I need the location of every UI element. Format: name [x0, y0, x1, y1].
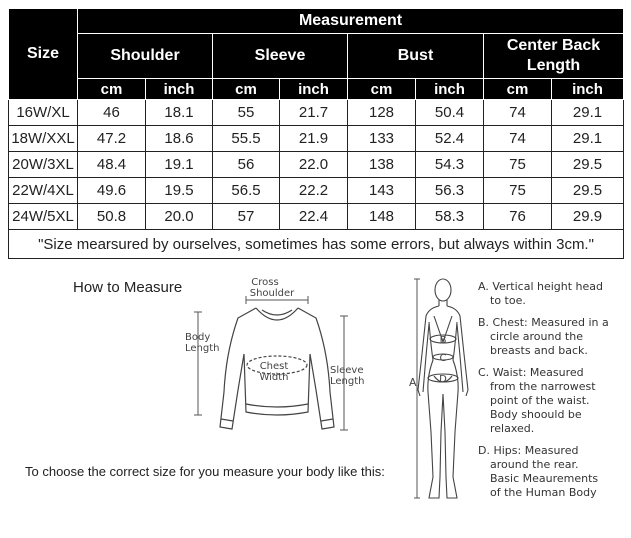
table-cell: 46	[78, 100, 146, 126]
chest-width-label-1: Chest	[259, 361, 289, 372]
size-header: Size	[9, 9, 78, 100]
cross-shoulder-label-1: Cross	[251, 277, 279, 288]
table-cell: 56.5	[213, 178, 280, 204]
shoulder-header: Shoulder	[78, 34, 213, 79]
table-cell: 29.5	[552, 178, 624, 204]
table-cell: 18.6	[146, 126, 213, 152]
unit-header: inch	[280, 79, 348, 100]
table-row	[9, 126, 624, 152]
sleeve-header: Sleeve	[213, 34, 348, 79]
table-cell: 21.7	[280, 100, 348, 126]
table-cell: 19.5	[146, 178, 213, 204]
table-cell: 143	[348, 178, 416, 204]
table-cell: 58.3	[416, 204, 484, 230]
table-cell: 22.2	[280, 178, 348, 204]
note-line: Vertical height head	[492, 280, 604, 293]
note-line: circle around the	[490, 330, 583, 343]
table-cell: 128	[348, 100, 416, 126]
note-a	[478, 280, 628, 308]
size-cell: 20W/3XL	[9, 152, 78, 178]
note-line: Waist: Measured	[492, 366, 584, 379]
unit-header: cm	[78, 79, 146, 100]
size-cell: 16W/XL	[9, 100, 78, 126]
table-cell: 148	[348, 204, 416, 230]
size-cell: 24W/5XL	[9, 204, 78, 230]
table-cell: 55	[213, 100, 280, 126]
body-length-label-2: Length	[185, 343, 220, 354]
table-cell: 49.6	[78, 178, 146, 204]
table-cell: 56	[213, 152, 280, 178]
table-cell: 29.1	[552, 100, 624, 126]
table-cell: 55.5	[213, 126, 280, 152]
unit-header: inch	[416, 79, 484, 100]
note-line: relaxed.	[490, 422, 535, 435]
note-line: breasts and back.	[490, 344, 588, 357]
note-letter: A.	[478, 280, 489, 293]
note-line: from the narrowest	[490, 380, 596, 393]
note-letter: C.	[478, 366, 490, 379]
table-note-row	[9, 230, 624, 259]
table-row	[9, 204, 624, 230]
body-measure-figure	[405, 272, 480, 512]
table-cell: 19.1	[146, 152, 213, 178]
measurement-header: Measurement	[78, 9, 624, 34]
chest-width-label-2: Width	[259, 372, 289, 383]
center-back-line1: Center Back	[506, 37, 601, 54]
table-cell: 50.8	[78, 204, 146, 230]
center-back-length-header	[484, 34, 624, 79]
bust-header: Bust	[348, 34, 484, 79]
table-row	[9, 100, 624, 126]
table-cell: 21.9	[280, 126, 348, 152]
table-cell: 138	[348, 152, 416, 178]
table-cell: 74	[484, 126, 552, 152]
note-b	[478, 316, 628, 358]
table-cell: 76	[484, 204, 552, 230]
note-letter: B.	[478, 316, 490, 329]
unit-header: cm	[213, 79, 280, 100]
cross-shoulder-label-2: Shoulder	[249, 288, 295, 299]
figure-label-d: D	[439, 374, 447, 385]
note-letter: D.	[478, 444, 490, 457]
table-row	[9, 152, 624, 178]
table-cell: 18.1	[146, 100, 213, 126]
table-row	[9, 178, 624, 204]
how-to-measure-title: How to Measure	[73, 279, 183, 296]
table-cell: 52.4	[416, 126, 484, 152]
table-cell: 57	[213, 204, 280, 230]
size-cell: 18W/XXL	[9, 126, 78, 152]
unit-header: inch	[146, 79, 213, 100]
unit-header: cm	[484, 79, 552, 100]
unit-header: cm	[348, 79, 416, 100]
table-cell: 133	[348, 126, 416, 152]
sleeve-length-label-1: Sleeve	[330, 365, 364, 376]
note-line: Hips: Measured	[493, 444, 579, 457]
size-cell: 22W/4XL	[9, 178, 78, 204]
note-line: of the Human Body	[490, 486, 597, 499]
table-cell: 29.1	[552, 126, 624, 152]
center-back-line2: Length	[526, 57, 581, 74]
note-line: Basic Meaurements	[490, 472, 599, 485]
figure-label-a: A	[409, 376, 417, 389]
table-cell: 20.0	[146, 204, 213, 230]
unit-header: inch	[552, 79, 624, 100]
note-line: Chest: Measured in a	[492, 316, 609, 329]
table-cell: 74	[484, 100, 552, 126]
sleeve-length-label-2: Length	[330, 376, 365, 387]
table-cell: 75	[484, 178, 552, 204]
table-cell: 54.3	[416, 152, 484, 178]
body-length-label-1: Body	[185, 332, 211, 343]
note-line: to toe.	[490, 294, 526, 307]
choose-size-instruction: To choose the correct size for you measure your body like this:	[25, 464, 385, 479]
figure-label-c: C	[439, 353, 447, 364]
table-cell: 29.9	[552, 204, 624, 230]
table-cell: 47.2	[78, 126, 146, 152]
size-chart-table	[8, 8, 624, 259]
table-cell: 22.0	[280, 152, 348, 178]
note-line: Body shoould be	[490, 408, 582, 421]
table-cell: 56.3	[416, 178, 484, 204]
garment-measure-diagram	[180, 272, 375, 437]
table-cell: 48.4	[78, 152, 146, 178]
note-line: around the rear.	[490, 458, 579, 471]
measurement-notes	[478, 280, 628, 508]
table-cell: 75	[484, 152, 552, 178]
table-cell: 50.4	[416, 100, 484, 126]
note-line: point of the waist.	[490, 394, 590, 407]
table-note: "Size mearsured by ourselves, sometimes has some errors, but always within 3cm."	[9, 230, 624, 259]
note-c	[478, 366, 628, 436]
table-cell: 22.4	[280, 204, 348, 230]
figure-label-b: B	[439, 335, 447, 346]
table-cell: 29.5	[552, 152, 624, 178]
note-d	[478, 444, 628, 500]
